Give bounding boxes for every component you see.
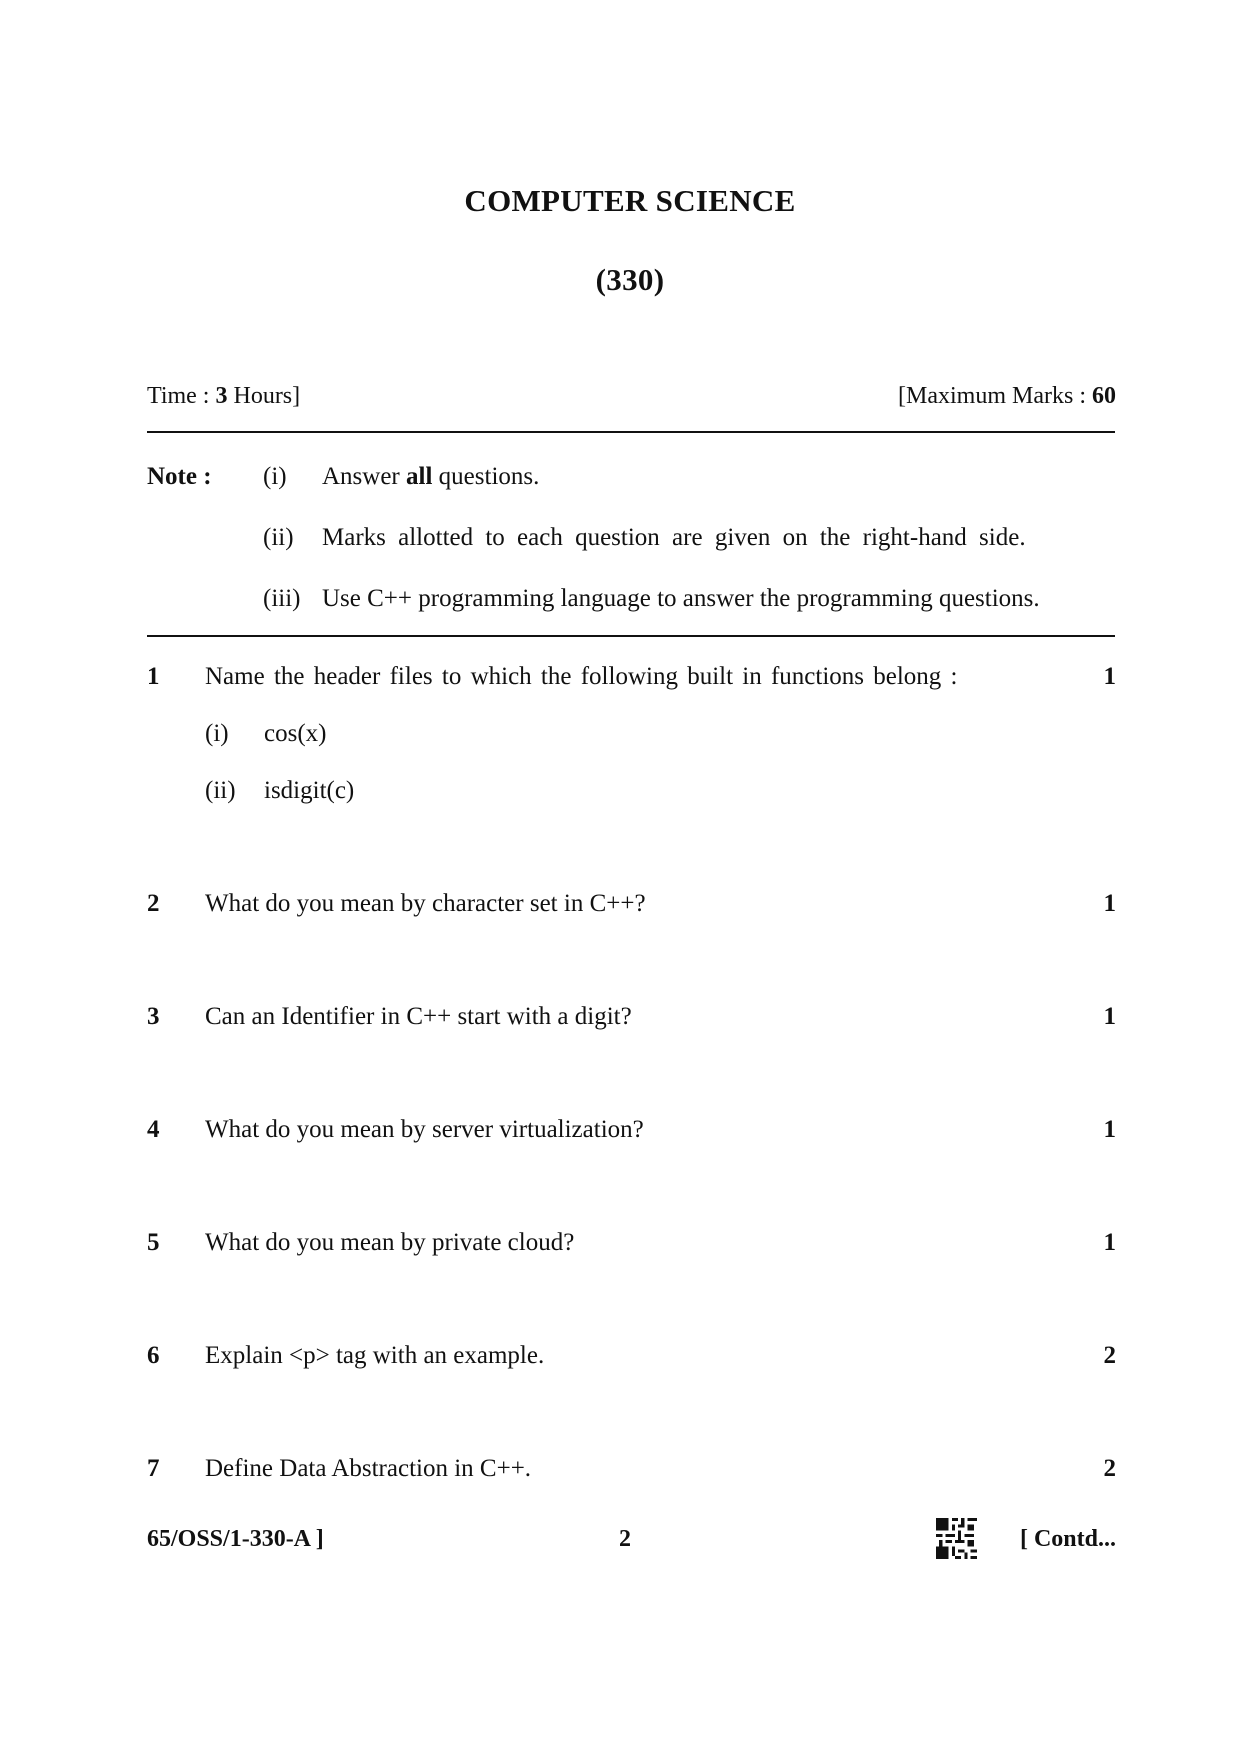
paper-title: COMPUTER SCIENCE xyxy=(464,183,796,218)
question-number: 2 xyxy=(147,890,160,917)
question-text: Name the header files to which the following built in functions belong : xyxy=(205,663,958,690)
footer-page-number: 2 xyxy=(619,1526,631,1552)
question-marks: 1 xyxy=(1103,1229,1116,1256)
note-item-text: Answer all questions. xyxy=(322,463,540,490)
footer-contd: [ Contd... xyxy=(1019,1526,1116,1552)
max-marks-info: [Maximum Marks : 60 xyxy=(898,383,1116,409)
question-number: 1 xyxy=(147,663,160,690)
note-item-text: Marks allotted to each question are given on the right-hand side. xyxy=(322,524,1026,551)
note-item-num: (i) xyxy=(263,463,287,490)
bottom-rule xyxy=(147,635,1115,637)
note-label: Note : xyxy=(147,463,212,490)
note-item-text: Use C++ programming language to answer the programming questions. xyxy=(322,585,1040,612)
question-number: 5 xyxy=(147,1229,160,1256)
question-text: What do you mean by private cloud? xyxy=(205,1229,575,1256)
question-text: Explain <p> tag with an example. xyxy=(205,1342,545,1369)
sub-question-text: cos(x) xyxy=(264,720,327,747)
note-item-num: (ii) xyxy=(263,524,294,551)
question-text: What do you mean by character set in C++? xyxy=(205,890,646,917)
sub-question-text: isdigit(c) xyxy=(264,777,355,804)
time-info: Time : 3 Hours] xyxy=(147,383,301,409)
qr-code-icon xyxy=(936,1518,977,1559)
paper-code: (330) xyxy=(595,262,665,297)
sub-question-number: (ii) xyxy=(205,777,236,804)
question-marks: 2 xyxy=(1103,1342,1116,1369)
question-number: 4 xyxy=(147,1116,160,1143)
question-marks: 1 xyxy=(1103,663,1116,690)
question-text: Can an Identifier in C++ start with a digit? xyxy=(205,1003,632,1030)
question-text: What do you mean by server virtualization? xyxy=(205,1116,644,1143)
footer-paper-code: 65/OSS/1-330-A ] xyxy=(147,1526,324,1552)
question-marks: 2 xyxy=(1103,1455,1116,1482)
question-marks: 1 xyxy=(1103,890,1116,917)
note-item-num: (iii) xyxy=(263,585,301,612)
question-marks: 1 xyxy=(1103,1116,1116,1143)
top-rule xyxy=(147,431,1115,433)
question-number: 7 xyxy=(147,1455,160,1482)
question-number: 3 xyxy=(147,1003,160,1030)
sub-question-number: (i) xyxy=(205,720,229,747)
question-text: Define Data Abstraction in C++. xyxy=(205,1455,532,1482)
question-marks: 1 xyxy=(1103,1003,1116,1030)
question-number: 6 xyxy=(147,1342,160,1369)
